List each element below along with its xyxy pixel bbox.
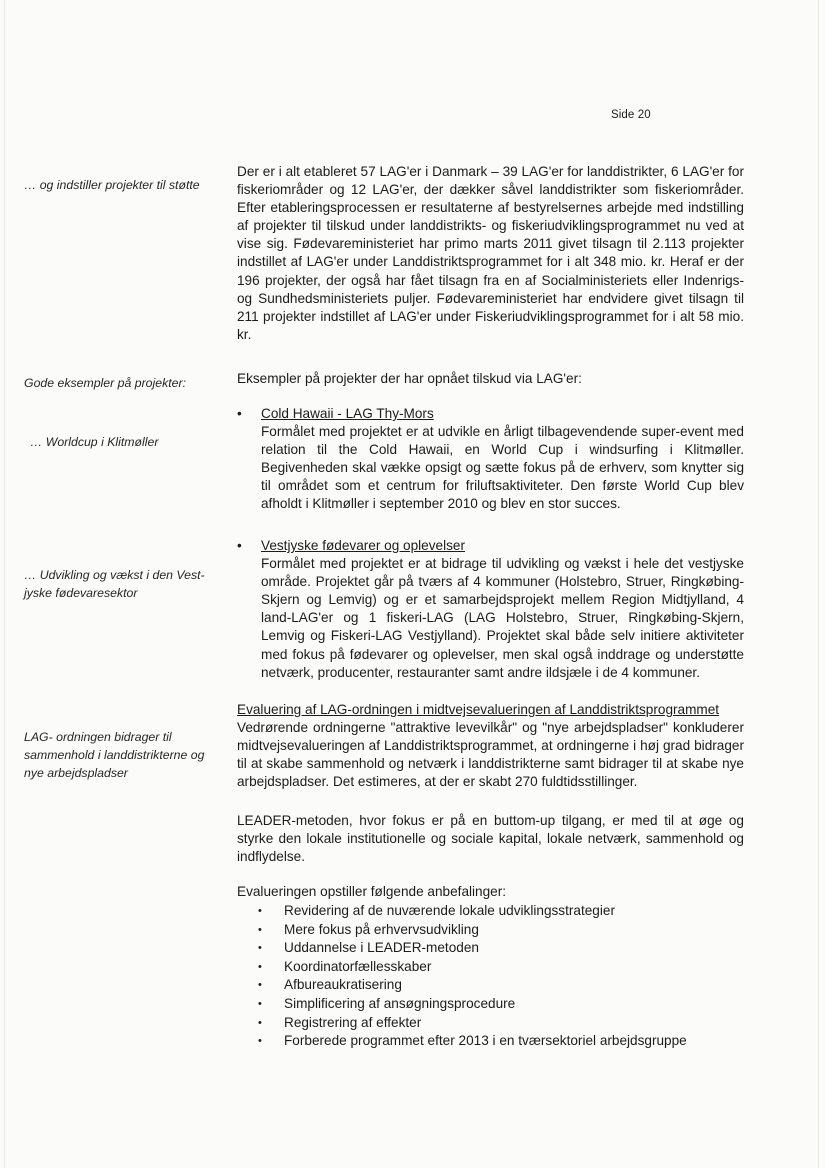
list-item (256, 995, 736, 1014)
project-description: Formålet med projektet er at bidrage til udvikling og vækst i hele det vestjyske område. Projektet går på tværs af 4 kommuner (Holstebro, Struer, Ringkøbing-Skjern og Lemvig) og er et samarbejdsprojekt mellem Region Midtjylland, 4 land-LAG'er og 1 fiskeri-LAG (LAG Holstebro, Struer, Ringkøbing-Skjern, Lemvig og Fiskeri-LAG Vestjylland). Projektet skal både selv initiere aktiviteter med fokus på fødevarer og oplevelser, men skal også inddrage og understøtte netværk, producenter, restauranter samt andre ildsjæle i de 4 kommuner. (261, 556, 744, 680)
recommendation-text: Simplificering af ansøgningsprocedure (284, 995, 516, 1011)
evaluation-paragraph-1: Vedrørende ordningerne "attraktive levevilkår" og "nye arbejdspladser" konkluderer midtvejsevalueringen af Landdistriktsprogrammet, at ordningerne i høj grad bidrager til at skabe sammenhold og netværk i landdistrikterne samt bidrager til at skabe nye arbejdspladser. Det estimeres, at der er skabt 270 fuldtidsstillinger. (237, 720, 744, 790)
list-item (256, 902, 736, 921)
margin-note-worldcup: … Worldcup i Klitmøller (30, 435, 159, 449)
bullet-icon: • (237, 406, 242, 421)
recommendations-list (256, 902, 736, 1051)
evaluation-heading: Evaluering af LAG-ordningen i midtvejsevalueringen af Landdistriktsprogrammet (237, 702, 720, 717)
project-title: Cold Hawaii - LAG Thy-Mors (261, 406, 434, 421)
list-item (256, 939, 736, 958)
margin-note-lag-scheme: LAG- ordningen bidrager til sammenhold i landdistrikterne og nye arbejdspladser (24, 730, 205, 780)
project-item-vestjyske (237, 537, 744, 682)
margin-note-food-sector: … Udvikling og vækst i den Vest-jyske fødevaresektor (24, 568, 205, 600)
recommendation-text: Mere fokus på erhvervsudvikling (284, 921, 479, 937)
bullet-icon: • (258, 979, 262, 992)
examples-intro: Eksempler på projekter der har opnået tilskud via LAG'er: (237, 371, 582, 386)
bullet-icon: • (237, 538, 242, 553)
bullet-icon: • (258, 1035, 262, 1048)
list-item (256, 1032, 736, 1051)
bullet-icon: • (258, 905, 262, 917)
bullet-icon: • (258, 997, 262, 1010)
project-item-cold-hawaii (237, 405, 744, 514)
scan-edge-right (818, 0, 819, 1168)
recommendation-text: Koordinatorfællesskaber (284, 958, 432, 974)
project-body (261, 537, 744, 682)
project-body (261, 405, 744, 514)
margin-note-support: … og indstiller projekter til støtte (24, 178, 200, 192)
recommendation-text: Afbureaukratisering (284, 977, 402, 993)
recommendation-text: Registrering af effekter (284, 1014, 422, 1030)
list-item (256, 976, 736, 995)
bullet-icon: • (258, 1016, 262, 1029)
list-item (256, 921, 736, 940)
bullet-icon: • (258, 923, 262, 936)
recommendation-text: Uddannelse i LEADER-metoden (284, 940, 479, 956)
bullet-icon: • (258, 960, 262, 973)
evaluation-paragraph-2: LEADER-metoden, hvor fokus er på en buttom-up tilgang, er med til at øge og styrke den lokale institutionelle og sociale kapital, lokale netværk, sammenhold og indflydelse. (237, 813, 744, 865)
recommendation-text: Revidering af de nuværende lokale udviklingsstrategier (284, 903, 615, 918)
scan-edge-left (4, 0, 5, 1168)
list-item (256, 958, 736, 977)
page-number: Side 20 (611, 109, 651, 121)
bullet-icon: • (258, 942, 262, 955)
project-title: Vestjyske fødevarer og oplevelser (261, 538, 466, 553)
recommendations-intro: Evalueringen opstiller følgende anbefalinger: (237, 884, 507, 899)
intro-text: Der er i alt etableret 57 LAG'er i Danmark – 39 LAG'er for landdistrikter, 6 LAG'er for fiskeriområder og 12 LAG'er, der dækker såvel landdistrikter som fiskeriområder. Efter etableringsprocessen er resultaterne af bestyrelsernes arbejde med indstilling af projekter til tilskud under landdistrikts- og fiskeriudviklingsprogrammet nu ved at vise sig. Fødevareministeriet har primo marts 2011 givet tilsagn til 2.113 projekter indstillet af LAG'er under Landdistriktsprogrammet for i alt 348 mio. kr. Heraf er der 196 projekter, der også har fået tilsagn fra en af Socialministeriets eller Indenrigs- og Sundhedsministeriets puljer. Fødevareministeriet har endvidere givet tilsagn til 211 projekter indstillet af LAG'er under Fiskeriudviklingsprogrammet for i alt 58 mio. kr. (237, 164, 744, 342)
recommendation-text: Forberede programmet efter 2013 i en tværsektoriel arbejdsgruppe (284, 1033, 687, 1049)
list-item (256, 1014, 736, 1033)
margin-note-good-examples: Gode eksempler på projekter: (24, 376, 186, 390)
project-description: Formålet med projektet er at udvikle en årligt tilbagevendende super-event med relation til the Cold Hawaii, en World Cup i windsurfing i Klitmøller. Begivenheden skal vække opsigt og sætte fokus på de erhverv, som knytter sig til området som et centrum for friluftsaktiviteter. Den første World Cup blev afholdt i Klitmøller i september 2010 og blev en stor succes. (261, 424, 744, 512)
intro-paragraph (237, 163, 744, 344)
